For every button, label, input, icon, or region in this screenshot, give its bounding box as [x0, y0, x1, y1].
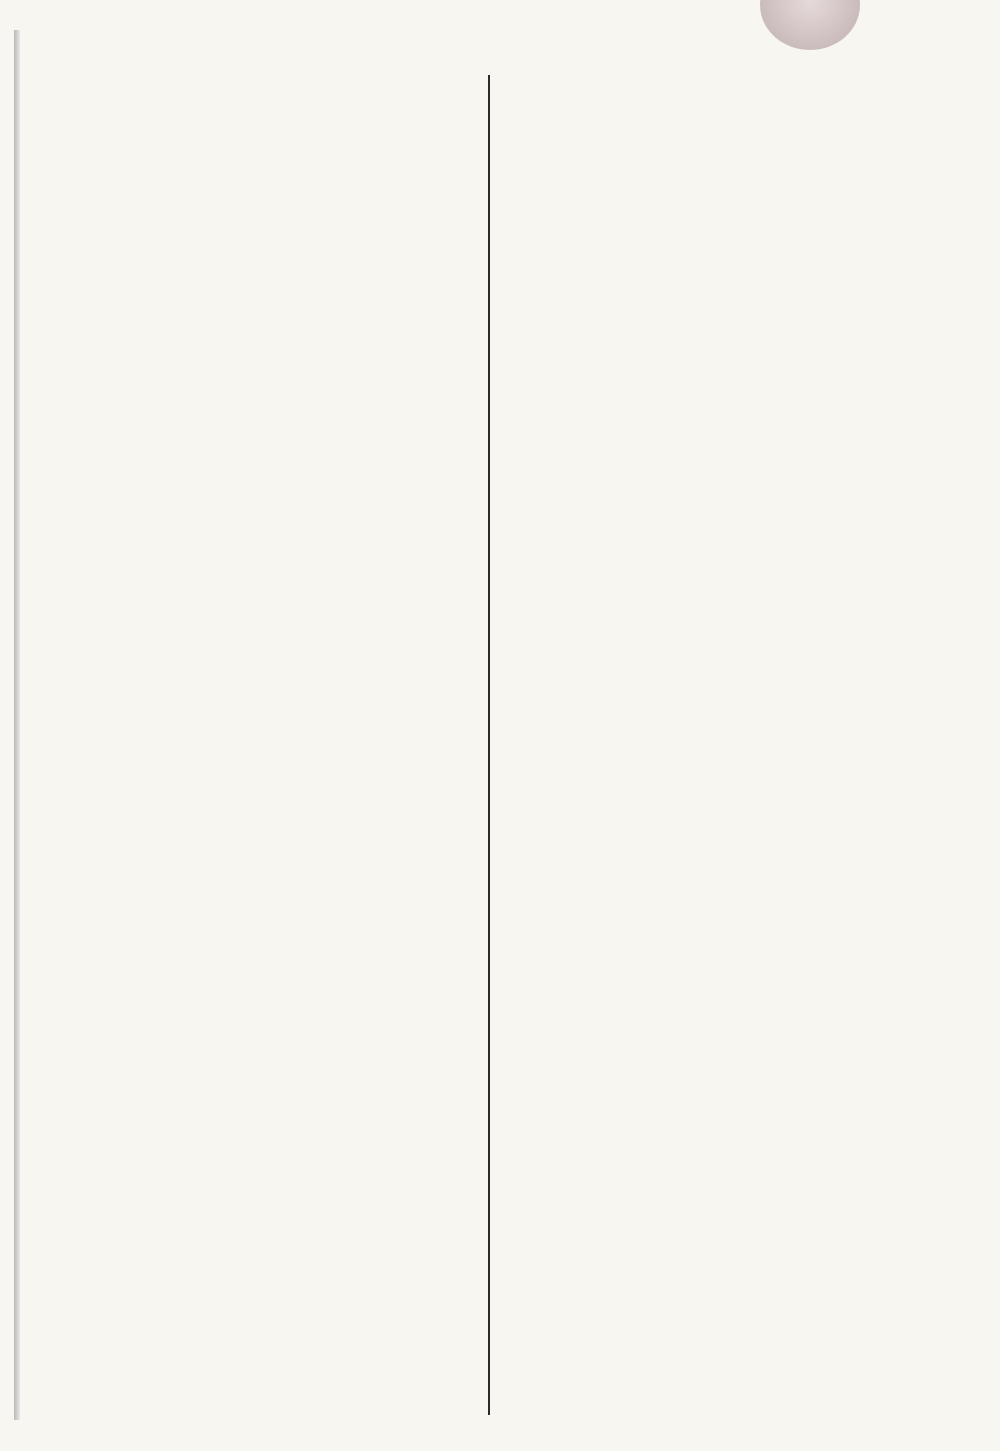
page-binding-edge	[14, 30, 20, 1420]
right-column	[503, 80, 943, 164]
page-footer	[800, 1400, 812, 1424]
column-divider	[488, 75, 490, 1415]
section-title-35	[503, 116, 943, 140]
continued-answers-row	[503, 80, 943, 102]
top-decoration	[760, 0, 860, 50]
